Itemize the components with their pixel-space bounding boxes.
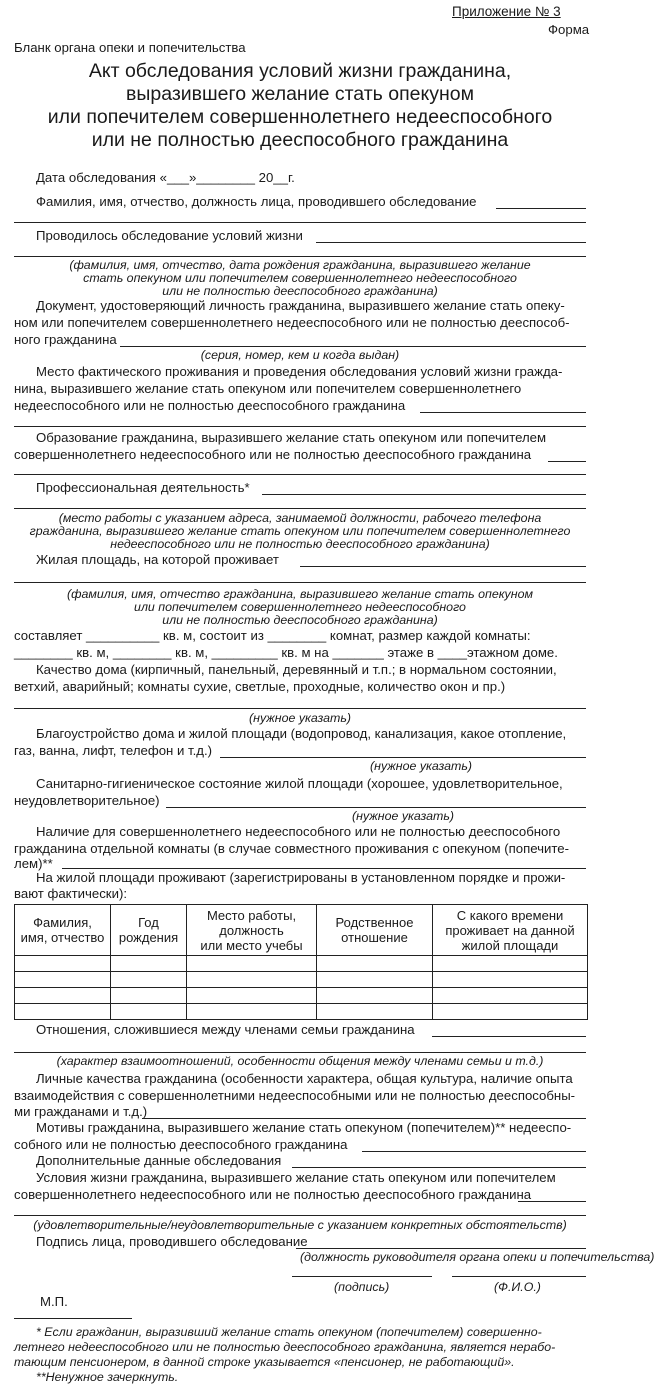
separate-room-line-1: Наличие для совершеннолетнего недееспособного или не полностью дееспособного — [36, 824, 561, 839]
amenities-line-2: газ, ванна, лифт, телефон и т.д.) — [14, 743, 212, 758]
footnote-1-line-1: * Если гражданин, выразивший желание стать опекуном (попечителем) совершенно- — [36, 1325, 542, 1339]
education-line-2: совершеннолетнего недееспособного или не полностью дееспособного гражданина — [14, 447, 532, 462]
date-field[interactable]: Дата обследования «___»________ 20__г. — [36, 170, 295, 185]
profession-input-2[interactable] — [14, 508, 586, 509]
conducted-label: Проводилось обследование условий жизни — [36, 228, 303, 243]
residence-input[interactable] — [420, 412, 586, 413]
conducted-hint-1: (фамилия, имя, отчество, дата рождения гражданина, выразившего желание — [69, 258, 531, 272]
residents-line-2: вают фактически): — [14, 886, 127, 901]
residents-line-1: На жилой площади проживают (зарегистрированы в установленном порядке и прожи- — [36, 870, 566, 885]
signature-line[interactable] — [292, 1276, 432, 1277]
conditions-input-2[interactable] — [14, 1215, 586, 1216]
house-quality-line-2: ветхий, аварийный; комнаты сухие, светлые, проходные, количество окон и пр.) — [14, 679, 506, 694]
residence-input-2[interactable] — [14, 426, 586, 427]
conditions-line-1: Условия жизни гражданина, выразившего желание стать опекуном или попечителем — [36, 1170, 556, 1185]
signature-label: Подпись лица, проводившего обследование — [36, 1234, 308, 1249]
amenities-line-1: Благоустройство дома и жилой площади (водопровод, канализация, какое отопление, — [36, 726, 567, 741]
column-header-name: Фамилия, имя, отчество — [15, 905, 111, 956]
column-header-birth-year: Год рождения — [111, 905, 187, 956]
name-hint: (Ф.И.О.) — [494, 1280, 541, 1294]
conducted-hint-2: стать опекуном или попечителем совершеннолетнего недееспособного — [83, 271, 517, 285]
document-hint: (серия, номер, кем и когда выдан) — [200, 348, 400, 362]
residence-line-3: недееспособного или не полностью дееспособного гражданина — [14, 398, 406, 413]
title-line-1: Акт обследования условий жизни гражданина, — [88, 60, 512, 82]
inspector-input-2[interactable] — [14, 222, 586, 223]
separate-room-input[interactable] — [62, 868, 586, 869]
residence-line-2: нина, выразившего желание стать опекуном или попечителем совершеннолетнего — [14, 381, 522, 396]
column-header-workplace: Место работы, должность или место учебы — [187, 905, 317, 956]
footnote-1-line-3: тающим пенсионером, в данной строке указывается «пенсионер, не работающий». — [14, 1355, 515, 1369]
footnote-1-line-2: летнего недееспособного или не полностью дееспособного гражданина, является нерабо- — [14, 1340, 556, 1354]
living-area-hint-3: или не полностью дееспособного гражданина) — [162, 613, 438, 627]
stamp-label: М.П. — [40, 1294, 68, 1309]
additional-label: Дополнительные данные обследования — [36, 1153, 282, 1168]
relations-input[interactable] — [432, 1036, 586, 1037]
appendix-label: Приложение № 3 — [452, 4, 561, 19]
profession-input[interactable] — [262, 494, 586, 495]
conducted-input[interactable] — [316, 242, 586, 243]
living-area-hint-2: или попечителем совершеннолетнего недееспособного — [134, 600, 466, 614]
conducted-hint-3: или не полностью дееспособного гражданина) — [162, 284, 438, 298]
education-input[interactable] — [548, 461, 586, 462]
living-area-input-2[interactable] — [14, 582, 586, 583]
personal-line-2: взаимодействия с совершеннолетними недееспособными или не полностью дееспособны- — [14, 1088, 576, 1103]
education-line-1: Образование гражданина, выразившего желание стать опекуном или попечителем — [36, 430, 547, 445]
document-line-3: ного гражданина — [14, 332, 117, 347]
amenities-hint: (нужное указать) — [370, 759, 472, 773]
issuer-label: Бланк органа опеки и попечительства — [14, 40, 246, 55]
additional-input[interactable] — [292, 1167, 586, 1168]
education-input-2[interactable] — [14, 474, 586, 475]
house-quality-line-1: Качество дома (кирпичный, панельный, деревянный и т.п.; в нормальном состоянии, — [36, 662, 557, 677]
conditions-hint: (удовлетворительные/неудовлетворительные с указанием конкретных обстоятельств) — [33, 1218, 567, 1232]
table-row[interactable] — [15, 988, 588, 1004]
footnote-divider — [14, 1318, 132, 1319]
house-quality-input[interactable] — [14, 708, 586, 709]
signature-hint: (подпись) — [334, 1280, 390, 1294]
residence-line-1: Место фактического проживания и проведения обследования условий жизни гражда- — [36, 364, 563, 379]
profession-hint-3: недееспособного или не полностью дееспособного гражданина) — [110, 537, 490, 551]
living-area-hint-1: (фамилия, имя, отчество гражданина, выразившего желание стать опекуном — [67, 587, 533, 601]
profession-label: Профессиональная деятельность* — [36, 480, 250, 495]
sanitary-line-2: неудовлетворительное) — [14, 793, 160, 808]
sanitary-line-1: Санитарно-гигиеническое состояние жилой площади (хорошее, удовлетворительное, — [36, 776, 563, 791]
area-line-2[interactable]: ________ кв. м, ________ кв. м, _________ кв. м на _______ этаже в ____этажном доме. — [14, 645, 558, 660]
area-line-1[interactable]: составляет __________ кв. м, состоит из ________ комнат, размер каждой комнаты: — [14, 628, 531, 643]
profession-hint-2: гражданина, выразившего желание стать опекуном или попечителем совершеннолетнего — [29, 524, 571, 538]
document-line-2: ном или попечителем совершеннолетнего недееспособного или не полностью дееспособ- — [14, 315, 570, 330]
residents-table — [14, 904, 588, 1020]
motives-line-1: Мотивы гражданина, выразившего желание стать опекуном (попечителем)** недееспо- — [36, 1120, 572, 1135]
table-row[interactable] — [15, 956, 588, 972]
sanitary-hint: (нужное указать) — [352, 809, 454, 823]
inspector-label: Фамилия, имя, отчество, должность лица, проводившего обследование — [36, 194, 477, 209]
inspector-input[interactable] — [496, 208, 586, 209]
document-line-1: Документ, удостоверяющий личность гражданина, выразившего желание стать опеку- — [36, 298, 565, 313]
personal-line-1: Личные качества гражданина (особенности характера, общая культура, наличие опыта — [36, 1071, 573, 1086]
relations-hint: (характер взаимоотношений, особенности общения между членами семьи и т.д.) — [56, 1054, 544, 1068]
position-hint: (должность руководителя органа опеки и попечительства) — [300, 1250, 654, 1264]
relations-label: Отношения, сложившиеся между членами семьи гражданина — [36, 1022, 415, 1037]
table-row[interactable] — [15, 1004, 588, 1020]
name-line[interactable] — [452, 1276, 586, 1277]
title-line-4: или не полностью дееспособного гражданина — [91, 129, 509, 151]
profession-hint-1: (место работы с указанием адреса, занимаемой должности, рабочего телефона — [58, 511, 542, 525]
personal-line-3: ми гражданами и т.д.) — [14, 1104, 148, 1119]
personal-input[interactable] — [142, 1118, 586, 1119]
separate-room-line-2: гражданина отдельной комнаты (в случае совместного проживания с опекуном (попечите- — [14, 841, 569, 856]
conditions-input[interactable] — [518, 1201, 586, 1202]
column-header-relation: Родственное отношение — [317, 905, 433, 956]
separate-room-line-3: лем)** — [14, 856, 53, 871]
title-line-2: выразившего желание стать опекуном — [125, 83, 475, 105]
column-header-since: С какого времени проживает на данной жилой площади — [433, 905, 588, 956]
form-label: Форма — [548, 22, 590, 37]
motives-input[interactable] — [362, 1151, 586, 1152]
motives-line-2: собного или не полностью дееспособного гражданина — [14, 1137, 348, 1152]
title-line-3: или попечителем совершеннолетнего недееспособного — [47, 106, 553, 128]
conditions-line-2: совершеннолетнего недееспособного или не полностью дееспособного гражданина — [14, 1187, 532, 1202]
living-area-label: Жилая площадь, на которой проживает — [36, 552, 279, 567]
house-quality-hint: (нужное указать) — [249, 711, 351, 725]
living-area-input[interactable] — [300, 566, 586, 567]
table-row[interactable] — [15, 972, 588, 988]
footnote-2: **Ненужное зачеркнуть. — [36, 1370, 179, 1384]
